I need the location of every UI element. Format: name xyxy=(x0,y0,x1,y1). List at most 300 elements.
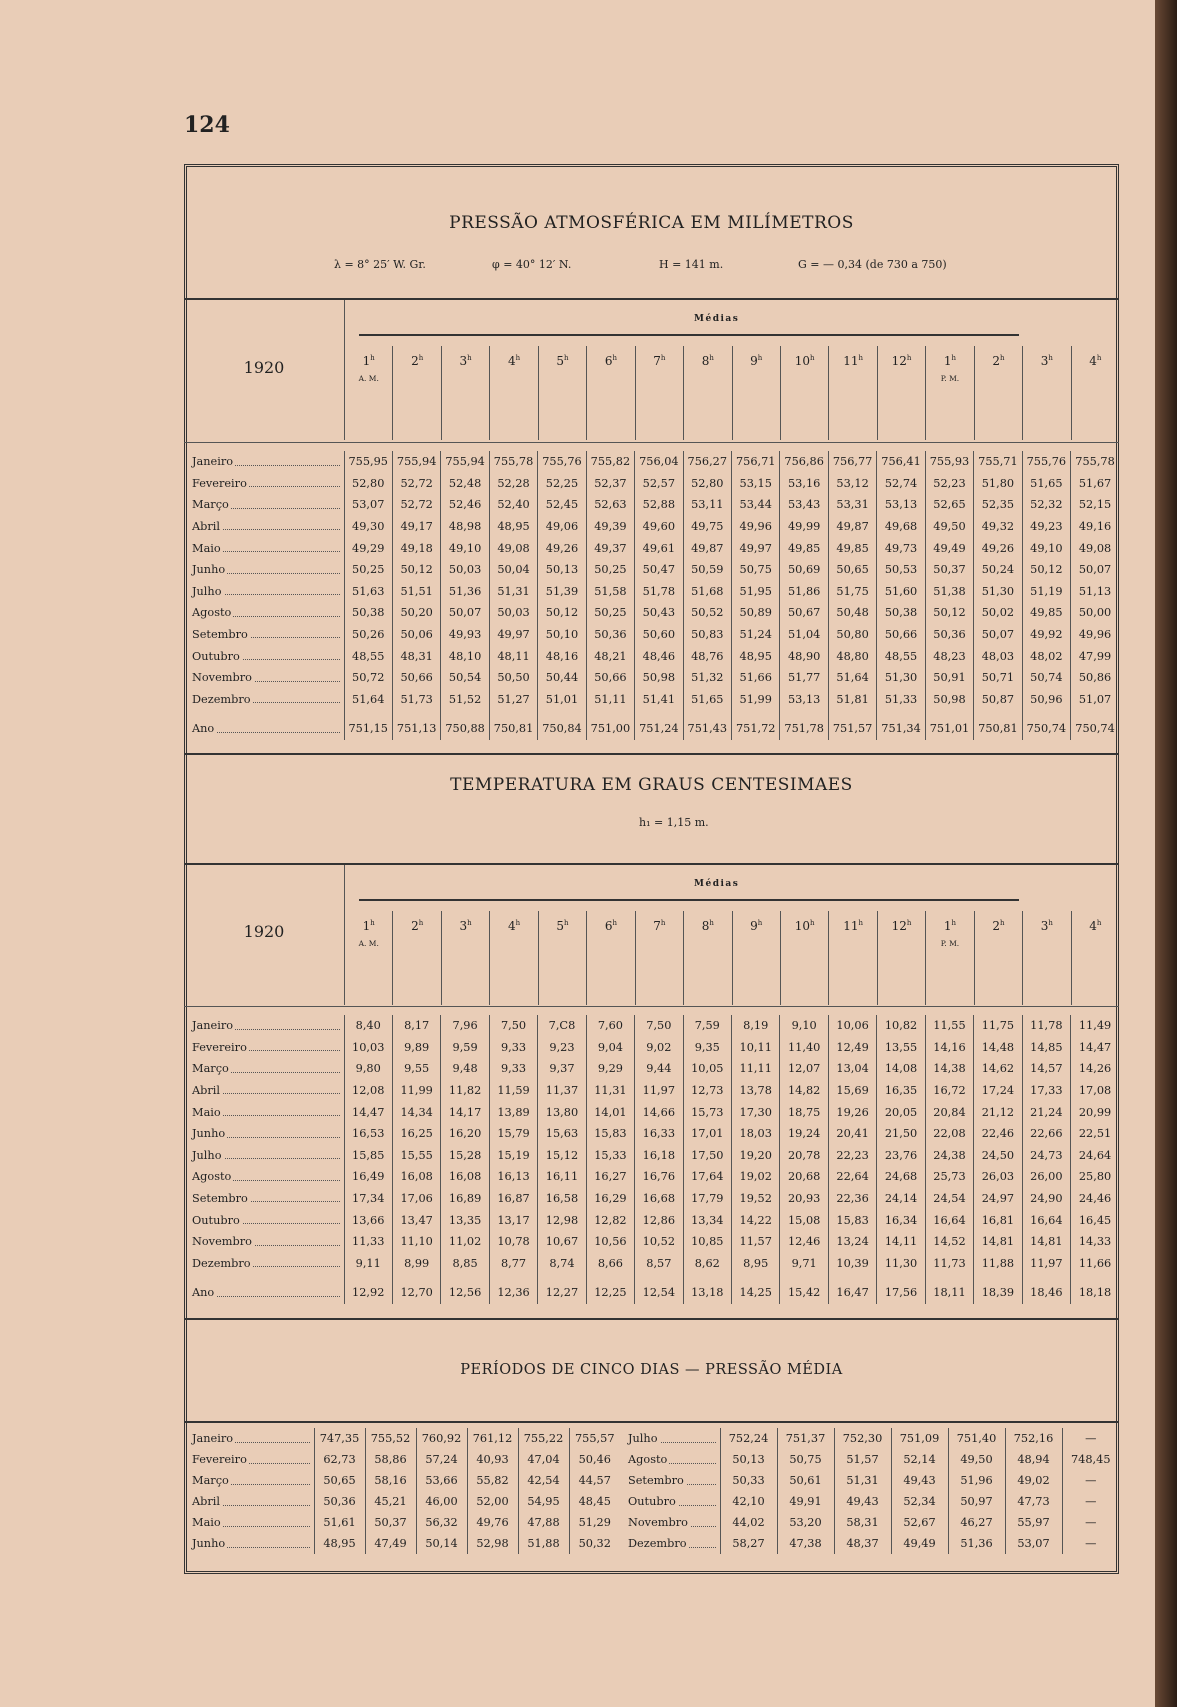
table-cell: 756,04 xyxy=(635,451,683,473)
table-cell: 14,08 xyxy=(877,1058,925,1080)
table-cell: 750,74 xyxy=(1071,710,1119,740)
medias-label: Médias xyxy=(694,879,740,889)
table-cell: 49,08 xyxy=(1071,537,1119,559)
row-label xyxy=(184,473,344,495)
table-cell: 49,26 xyxy=(538,537,586,559)
hour-header xyxy=(586,911,634,1005)
table-cell: 17,56 xyxy=(877,1274,925,1304)
table-cell: 42,54 xyxy=(518,1470,569,1491)
table-cell: 45,21 xyxy=(365,1491,416,1512)
row-label-text: Fevereiro xyxy=(192,1040,247,1054)
table-cell: 11,82 xyxy=(441,1080,489,1102)
hour-header xyxy=(925,346,973,440)
table-cell: 10,67 xyxy=(538,1231,586,1253)
table-cell: 48,21 xyxy=(586,645,634,667)
pressure-title: PRESSÃO ATMOSFÉRICA EM MILÍMETROS xyxy=(449,213,854,233)
table-cell: 9,55 xyxy=(392,1058,440,1080)
row-label-text: Fevereiro xyxy=(192,476,247,490)
table-cell: 51,32 xyxy=(683,667,731,689)
table-cell: 50,32 xyxy=(569,1533,620,1554)
row-label xyxy=(184,624,344,646)
table-cell: 15,42 xyxy=(780,1274,828,1304)
am-label: A. M. xyxy=(358,939,379,948)
page-number: 124 xyxy=(184,112,230,138)
row-label-text: Novembro xyxy=(628,1516,688,1529)
table-cell: 11,37 xyxy=(538,1080,586,1102)
table-cell: 755,76 xyxy=(538,451,586,473)
table-cell: 11,11 xyxy=(732,1058,780,1080)
table-cell: 17,64 xyxy=(683,1166,731,1188)
table-cell: 752,30 xyxy=(834,1428,891,1449)
table-cell: 50,75 xyxy=(777,1449,834,1470)
hour-number: 6$^h$ xyxy=(604,354,617,368)
hour-number: 12$^h$ xyxy=(891,354,912,368)
table-cell: 13,18 xyxy=(683,1274,731,1304)
table-cell: 16,33 xyxy=(635,1123,683,1145)
table-cell: 11,33 xyxy=(344,1231,392,1253)
table-cell: 48,90 xyxy=(780,645,828,667)
table-cell: — xyxy=(1062,1512,1119,1533)
table-row xyxy=(184,1101,1119,1123)
table-cell: 52,15 xyxy=(1071,494,1119,516)
table-cell: 18,46 xyxy=(1022,1274,1070,1304)
table-row xyxy=(184,1491,620,1512)
row-label-text: Abril xyxy=(192,1495,221,1508)
table-cell: 53,13 xyxy=(877,494,925,516)
hour-number: 12$^h$ xyxy=(891,919,912,933)
table-cell: 52,74 xyxy=(877,473,925,495)
table-cell: 24,73 xyxy=(1022,1145,1070,1167)
table-cell: 50,44 xyxy=(538,667,586,689)
hour-number: 8$^h$ xyxy=(701,919,714,933)
table-cell: 15,83 xyxy=(586,1123,634,1145)
table-cell: 53,11 xyxy=(683,494,731,516)
table-cell: 51,07 xyxy=(1071,689,1119,711)
hour-suffix: h xyxy=(810,919,815,927)
table-cell: 751,57 xyxy=(828,710,876,740)
hour-header xyxy=(441,911,489,1005)
table-row xyxy=(620,1428,1119,1449)
hour-suffix: h xyxy=(612,354,617,362)
table-cell: 51,68 xyxy=(683,581,731,603)
row-label xyxy=(184,667,344,689)
table-cell: 48,11 xyxy=(489,645,537,667)
table-cell: 49,23 xyxy=(1022,516,1070,538)
hour-headers xyxy=(344,346,1119,440)
temperature-title: TEMPERATURA EM GRAUS CENTESIMAES xyxy=(450,775,853,795)
table-cell: 16,81 xyxy=(974,1209,1022,1231)
table-cell: 16,64 xyxy=(1022,1209,1070,1231)
table-cell: 16,13 xyxy=(489,1166,537,1188)
table-cell: 49,50 xyxy=(925,516,973,538)
table-cell: 49,08 xyxy=(489,537,537,559)
table-cell: 50,07 xyxy=(974,624,1022,646)
table-cell: 51,73 xyxy=(392,689,440,711)
table-cell: 756,86 xyxy=(780,451,828,473)
hour-number: 1$^h$ xyxy=(362,919,375,933)
table-cell: 755,71 xyxy=(974,451,1022,473)
hour-header xyxy=(392,346,440,440)
table-cell: 755,76 xyxy=(1022,451,1070,473)
table-cell: 51,75 xyxy=(828,581,876,603)
table-cell: 22,66 xyxy=(1022,1123,1070,1145)
table-cell: 49,91 xyxy=(777,1491,834,1512)
table-cell: 48,55 xyxy=(877,645,925,667)
row-label-text: Janeiro xyxy=(192,1019,234,1033)
table-cell: 755,22 xyxy=(518,1428,569,1449)
row-label-text: Janeiro xyxy=(192,1432,234,1445)
table-cell: 49,96 xyxy=(1071,624,1119,646)
hour-number: 11$^h$ xyxy=(843,354,863,368)
table-cell: 11,10 xyxy=(392,1231,440,1253)
table-cell: 12,54 xyxy=(635,1274,683,1304)
table-cell: 48,95 xyxy=(314,1533,365,1554)
table-cell: 14,85 xyxy=(1022,1037,1070,1059)
table-cell: 17,30 xyxy=(732,1101,780,1123)
hour-number: 4$^h$ xyxy=(507,354,521,368)
table-cell: 51,36 xyxy=(948,1533,1005,1554)
medias-label: Médias xyxy=(694,314,740,324)
table-cell: 49,10 xyxy=(441,537,489,559)
table-cell: 8,57 xyxy=(635,1253,683,1275)
table-cell: 48,31 xyxy=(392,645,440,667)
row-label-text: Junho xyxy=(192,563,226,577)
table-cell: 50,98 xyxy=(635,667,683,689)
hour-number: 7$^h$ xyxy=(653,354,666,368)
table-cell: 58,27 xyxy=(720,1533,777,1554)
table-cell: 11,57 xyxy=(732,1231,780,1253)
row-label-text: Julho xyxy=(192,584,222,598)
table-cell: 7,C8 xyxy=(538,1015,586,1037)
hour-header xyxy=(780,911,828,1005)
row-label-text: Fevereiro xyxy=(192,1453,247,1466)
table-cell: 51,77 xyxy=(780,667,828,689)
table-cell: 50,87 xyxy=(974,689,1022,711)
hour-header xyxy=(1022,911,1070,1005)
row-label-text: Abril xyxy=(192,1084,221,1098)
hour-header xyxy=(732,911,780,1005)
table-cell: 11,55 xyxy=(925,1015,973,1037)
table-cell: 22,36 xyxy=(828,1188,876,1210)
temperature-year: 1920 xyxy=(243,922,285,941)
table-cell: 16,25 xyxy=(392,1123,440,1145)
table-row xyxy=(184,1512,620,1533)
table-cell: 50,25 xyxy=(344,559,392,581)
table-cell: 51,41 xyxy=(635,689,683,711)
table-cell: 24,38 xyxy=(925,1145,973,1167)
hour-suffix: h xyxy=(757,354,763,362)
table-row xyxy=(184,624,1119,646)
table-cell: 51,52 xyxy=(441,689,489,711)
table-cell: 16,87 xyxy=(489,1188,537,1210)
hour-suffix: h xyxy=(418,354,424,362)
table-row xyxy=(184,451,1119,473)
table-cell: 13,80 xyxy=(538,1101,586,1123)
table-cell: 51,11 xyxy=(586,689,634,711)
table-cell: 50,13 xyxy=(538,559,586,581)
hour-header xyxy=(586,346,634,440)
medias-brace xyxy=(359,334,1019,336)
table-cell: 50,50 xyxy=(489,667,537,689)
table-cell: 47,38 xyxy=(777,1533,834,1554)
table-cell: 49,37 xyxy=(586,537,634,559)
table-cell: 51,58 xyxy=(586,581,634,603)
table-cell: 49,43 xyxy=(834,1491,891,1512)
table-cell: 10,56 xyxy=(586,1231,634,1253)
row-label xyxy=(184,1188,344,1210)
table-cell: 20,84 xyxy=(925,1101,973,1123)
hour-header xyxy=(732,346,780,440)
table-cell: 52,45 xyxy=(538,494,586,516)
hour-suffix: h xyxy=(660,354,666,362)
hour-suffix: h xyxy=(951,919,957,927)
table-cell: 48,37 xyxy=(834,1533,891,1554)
row-label-text: Janeiro xyxy=(192,455,234,469)
table-cell: 16,08 xyxy=(441,1166,489,1188)
table-cell: 50,71 xyxy=(974,667,1022,689)
hour-number: 10$^h$ xyxy=(794,919,815,933)
table-cell: 14,38 xyxy=(925,1058,973,1080)
table-cell: 48,94 xyxy=(1005,1449,1062,1470)
table-cell: 50,10 xyxy=(538,624,586,646)
row-label xyxy=(184,1123,344,1145)
row-label xyxy=(184,1428,314,1449)
table-cell: 13,66 xyxy=(344,1209,392,1231)
table-cell: 9,48 xyxy=(441,1058,489,1080)
table-cell: 50,03 xyxy=(489,602,537,624)
table-cell: 7,96 xyxy=(441,1015,489,1037)
table-cell: 9,23 xyxy=(538,1037,586,1059)
row-label xyxy=(184,1080,344,1102)
param-height: h₁ = 1,15 m. xyxy=(639,816,709,829)
table-cell: 8,66 xyxy=(586,1253,634,1275)
row-label-text: Setembro xyxy=(628,1474,684,1487)
table-cell: 22,51 xyxy=(1071,1123,1119,1145)
table-cell: 15,83 xyxy=(828,1209,876,1231)
table-cell: 19,20 xyxy=(732,1145,780,1167)
table-cell: 50,12 xyxy=(925,602,973,624)
table-cell: 52,88 xyxy=(635,494,683,516)
hour-number: 4$^h$ xyxy=(507,919,521,933)
table-cell: 20,05 xyxy=(877,1101,925,1123)
hour-header xyxy=(441,346,489,440)
table-row xyxy=(184,581,1119,603)
table-row xyxy=(184,537,1119,559)
table-row xyxy=(184,689,1119,711)
hour-header xyxy=(877,346,925,440)
table-cell: 9,33 xyxy=(489,1037,537,1059)
table-cell: 18,03 xyxy=(732,1123,780,1145)
table-cell: 51,33 xyxy=(877,689,925,711)
pm-label: P. M. xyxy=(940,374,960,383)
table-cell: 52,57 xyxy=(635,473,683,495)
table-row xyxy=(620,1533,1119,1554)
hour-header xyxy=(489,911,537,1005)
hour-suffix: h xyxy=(515,354,521,362)
row-label-text: Setembro xyxy=(192,628,248,642)
row-label-text: Maio xyxy=(192,1105,221,1119)
table-cell: 17,06 xyxy=(392,1188,440,1210)
table-cell: 15,55 xyxy=(392,1145,440,1167)
hour-suffix: h xyxy=(564,354,569,362)
row-label xyxy=(620,1512,720,1533)
table-row xyxy=(620,1470,1119,1491)
table-cell: 20,41 xyxy=(828,1123,876,1145)
table-cell: 16,89 xyxy=(441,1188,489,1210)
row-label xyxy=(184,689,344,711)
table-cell: 51,66 xyxy=(732,667,780,689)
table-cell: 50,26 xyxy=(344,624,392,646)
table-cell: 50,36 xyxy=(586,624,634,646)
table-cell: 755,82 xyxy=(586,451,634,473)
hour-header xyxy=(828,346,876,440)
hour-number: 1$^h$ xyxy=(943,354,957,368)
table-cell: 755,78 xyxy=(489,451,537,473)
table-cell: 12,82 xyxy=(586,1209,634,1231)
table-cell: 49,02 xyxy=(1005,1470,1062,1491)
hour-suffix: h xyxy=(564,919,569,927)
table-row xyxy=(184,1123,1119,1145)
hour-header xyxy=(1022,346,1070,440)
table-cell: 755,95 xyxy=(344,451,392,473)
table-row xyxy=(184,1428,620,1449)
table-cell: — xyxy=(1062,1491,1119,1512)
medias-brace xyxy=(359,899,1019,901)
table-cell: 47,73 xyxy=(1005,1491,1062,1512)
table-cell: 47,99 xyxy=(1071,645,1119,667)
table-cell: 9,04 xyxy=(586,1037,634,1059)
row-label xyxy=(184,1449,314,1470)
table-cell: 751,24 xyxy=(635,710,683,740)
periods-left-table xyxy=(184,1428,620,1554)
hour-suffix: h xyxy=(951,354,957,362)
table-cell: 49,97 xyxy=(732,537,780,559)
table-cell: 20,93 xyxy=(780,1188,828,1210)
row-label xyxy=(184,710,344,740)
table-cell: 7,50 xyxy=(489,1015,537,1037)
table-cell: 50,24 xyxy=(974,559,1022,581)
hour-suffix: h xyxy=(370,919,375,927)
table-cell: 50,67 xyxy=(780,602,828,624)
table-row xyxy=(184,1080,1119,1102)
table-cell: 50,37 xyxy=(365,1512,416,1533)
table-cell: 24,90 xyxy=(1022,1188,1070,1210)
table-cell: 48,95 xyxy=(732,645,780,667)
table-cell: 24,46 xyxy=(1071,1188,1119,1210)
table-cell: — xyxy=(1062,1428,1119,1449)
table-cell: 9,35 xyxy=(683,1037,731,1059)
table-cell: 49,92 xyxy=(1022,624,1070,646)
table-cell: 51,65 xyxy=(1022,473,1070,495)
table-cell: 14,16 xyxy=(925,1037,973,1059)
table-cell: 9,59 xyxy=(441,1037,489,1059)
table-cell: 13,04 xyxy=(828,1058,876,1080)
pressure-year: 1920 xyxy=(243,358,285,377)
table-cell: 49,73 xyxy=(877,537,925,559)
table-row xyxy=(184,645,1119,667)
table-cell: 751,09 xyxy=(891,1428,948,1449)
table-cell: 752,16 xyxy=(1005,1428,1062,1449)
table-cell: 52,28 xyxy=(489,473,537,495)
table-cell: 13,47 xyxy=(392,1209,440,1231)
table-cell: 51,30 xyxy=(974,581,1022,603)
row-label xyxy=(184,1015,344,1037)
hour-suffix: h xyxy=(418,919,424,927)
hour-suffix: h xyxy=(999,354,1005,362)
table-row xyxy=(620,1449,1119,1470)
hour-suffix: h xyxy=(1048,354,1053,362)
table-cell: 58,16 xyxy=(365,1470,416,1491)
table-cell: 50,98 xyxy=(925,689,973,711)
table-cell: 52,80 xyxy=(344,473,392,495)
table-cell: 7,60 xyxy=(586,1015,634,1037)
table-row xyxy=(184,602,1119,624)
table-cell: 11,73 xyxy=(925,1253,973,1275)
table-cell: 51,38 xyxy=(925,581,973,603)
table-cell: 11,40 xyxy=(780,1037,828,1059)
total-row xyxy=(184,710,1119,740)
table-row xyxy=(184,559,1119,581)
param-altitude: H = 141 m. xyxy=(659,258,724,271)
table-cell: 755,94 xyxy=(392,451,440,473)
row-label xyxy=(620,1470,720,1491)
hour-suffix: h xyxy=(370,354,375,362)
table-cell: 50,83 xyxy=(683,624,731,646)
table-cell: 47,04 xyxy=(518,1449,569,1470)
hour-header xyxy=(635,911,683,1005)
table-cell: 53,66 xyxy=(416,1470,467,1491)
hour-suffix: h xyxy=(1048,919,1053,927)
hour-number: 1$^h$ xyxy=(362,354,375,368)
table-cell: 49,75 xyxy=(683,516,731,538)
table-cell: 13,35 xyxy=(441,1209,489,1231)
table-cell: 25,80 xyxy=(1071,1166,1119,1188)
table-cell: 51,19 xyxy=(1022,581,1070,603)
row-label-text: Outubro xyxy=(628,1495,676,1508)
table-cell: 12,92 xyxy=(344,1274,392,1304)
table-cell: 15,85 xyxy=(344,1145,392,1167)
table-cell: 20,68 xyxy=(780,1166,828,1188)
table-cell: 16,45 xyxy=(1071,1209,1119,1231)
table-cell: 51,31 xyxy=(834,1470,891,1491)
table-cell: 49,85 xyxy=(828,537,876,559)
table-cell: 10,85 xyxy=(683,1231,731,1253)
table-cell: 49,26 xyxy=(974,537,1022,559)
table-cell: 10,82 xyxy=(877,1015,925,1037)
row-label xyxy=(184,1145,344,1167)
table-cell: 42,10 xyxy=(720,1491,777,1512)
table-cell: 51,67 xyxy=(1071,473,1119,495)
table-cell: 50,48 xyxy=(828,602,876,624)
row-label-text: Dezembro xyxy=(628,1537,687,1550)
table-cell: 755,78 xyxy=(1071,451,1119,473)
hour-number: 7$^h$ xyxy=(653,919,666,933)
table-cell: 49,10 xyxy=(1022,537,1070,559)
table-cell: 15,79 xyxy=(489,1123,537,1145)
row-label-text: Novembro xyxy=(192,1235,252,1249)
table-cell: 18,75 xyxy=(780,1101,828,1123)
table-cell: 12,08 xyxy=(344,1080,392,1102)
table-cell: 750,74 xyxy=(1022,710,1070,740)
hour-header xyxy=(344,346,392,440)
table-cell: 49,43 xyxy=(891,1470,948,1491)
table-cell: 50,86 xyxy=(1071,667,1119,689)
table-cell: 53,07 xyxy=(1005,1533,1062,1554)
table-cell: 24,54 xyxy=(925,1188,973,1210)
table-cell: 750,84 xyxy=(538,710,586,740)
table-cell: 49,49 xyxy=(925,537,973,559)
table-cell: 12,86 xyxy=(635,1209,683,1231)
